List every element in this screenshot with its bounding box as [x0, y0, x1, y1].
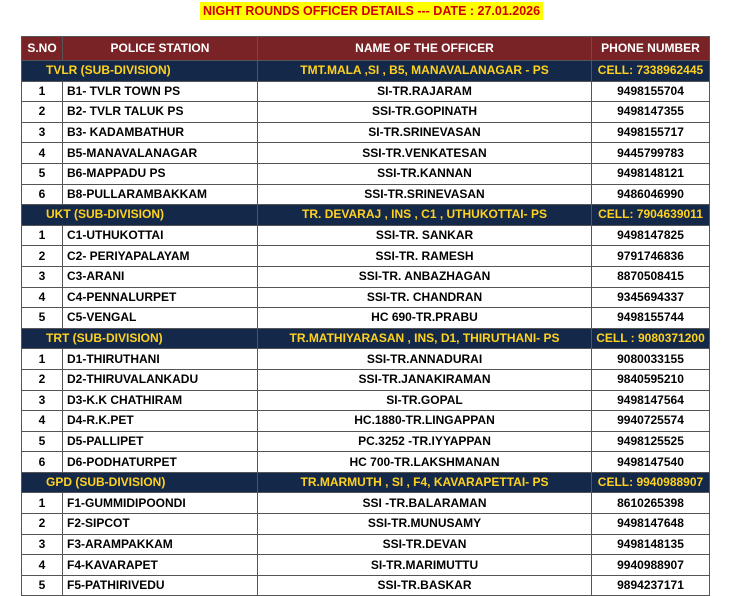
- row-police-station: B1- TVLR TOWN PS: [63, 81, 258, 102]
- subdivision-cell: CELL : 9080371200: [592, 328, 710, 349]
- row-officer-name: PC.3252 -TR.IYYAPPAN: [258, 431, 592, 452]
- row-phone-number: 9498147648: [592, 514, 710, 535]
- row-officer-name: SSI-TR.BASKAR: [258, 575, 592, 596]
- row-sno: 5: [22, 163, 63, 184]
- table-header: [22, 37, 710, 61]
- table-row: [22, 246, 710, 267]
- table-row: [22, 81, 710, 102]
- subdivision-officer: TR. DEVARAJ , INS , C1 , UTHUKOTTAI- PS: [258, 205, 592, 226]
- row-police-station: F5-PATHIRIVEDU: [63, 575, 258, 596]
- row-officer-name: SI-TR.RAJARAM: [258, 81, 592, 102]
- subdivision-officer: TMT.MALA ,SI , B5, MANAVALANAGAR - PS: [258, 61, 592, 82]
- row-sno: 1: [22, 225, 63, 246]
- row-officer-name: SSI-TR.GOPINATH: [258, 102, 592, 123]
- row-officer-name: SSI-TR. ANBAZHAGAN: [258, 266, 592, 287]
- row-sno: 3: [22, 534, 63, 555]
- table-row: [22, 575, 710, 596]
- header-officer-name: NAME OF THE OFFICER: [258, 37, 592, 61]
- row-sno: 4: [22, 287, 63, 308]
- table-row: [22, 163, 710, 184]
- row-police-station: D1-THIRUTHANI: [63, 349, 258, 370]
- row-phone-number: 9940988907: [592, 555, 710, 576]
- table-row: [22, 143, 710, 164]
- table-row: [22, 287, 710, 308]
- row-officer-name: SSI-TR. RAMESH: [258, 246, 592, 267]
- subdivision-name: TVLR (SUB-DIVISION): [22, 61, 258, 82]
- table-row: [22, 493, 710, 514]
- row-sno: 3: [22, 122, 63, 143]
- row-sno: 1: [22, 81, 63, 102]
- row-police-station: B8-PULLARAMBAKKAM: [63, 184, 258, 205]
- row-phone-number: 9894237171: [592, 575, 710, 596]
- table-row: [22, 266, 710, 287]
- row-phone-number: 9498147355: [592, 102, 710, 123]
- subdivision-cell: CELL: 7904639011: [592, 205, 710, 226]
- row-sno: 1: [22, 493, 63, 514]
- row-officer-name: SSI-TR.DEVAN: [258, 534, 592, 555]
- subdivision-name: TRT (SUB-DIVISION): [22, 328, 258, 349]
- row-sno: 5: [22, 575, 63, 596]
- row-sno: 1: [22, 349, 63, 370]
- subdivision-row: [22, 205, 710, 226]
- row-sno: 2: [22, 246, 63, 267]
- table-row: [22, 122, 710, 143]
- row-phone-number: 8870508415: [592, 266, 710, 287]
- row-police-station: B3- KADAMBATHUR: [63, 122, 258, 143]
- row-sno: 2: [22, 102, 63, 123]
- subdivision-row: [22, 61, 710, 82]
- table-body: [22, 61, 710, 596]
- row-sno: 6: [22, 184, 63, 205]
- row-phone-number: 9498147540: [592, 452, 710, 473]
- row-officer-name: SSI-TR. CHANDRAN: [258, 287, 592, 308]
- row-sno: 2: [22, 369, 63, 390]
- row-police-station: B2- TVLR TALUK PS: [63, 102, 258, 123]
- header-row: [22, 37, 710, 61]
- row-phone-number: 9498155704: [592, 81, 710, 102]
- row-police-station: C2- PERIYAPALAYAM: [63, 246, 258, 267]
- row-officer-name: HC.1880-TR.LINGAPPAN: [258, 411, 592, 432]
- row-police-station: D3-K.K CHATHIRAM: [63, 390, 258, 411]
- header-phone-number: PHONE NUMBER: [592, 37, 710, 61]
- subdivision-cell: CELL: 7338962445: [592, 61, 710, 82]
- row-police-station: C5-VENGAL: [63, 308, 258, 329]
- row-sno: 5: [22, 431, 63, 452]
- subdivision-row: [22, 328, 710, 349]
- table-row: [22, 184, 710, 205]
- row-sno: 6: [22, 452, 63, 473]
- table-row: [22, 102, 710, 123]
- row-officer-name: SSI-TR.JANAKIRAMAN: [258, 369, 592, 390]
- subdivision-name: GPD (SUB-DIVISION): [22, 472, 258, 493]
- table-row: [22, 349, 710, 370]
- row-police-station: B5-MANAVALANAGAR: [63, 143, 258, 164]
- row-phone-number: 8610265398: [592, 493, 710, 514]
- table-row: [22, 369, 710, 390]
- document-title: NIGHT ROUNDS OFFICER DETAILS --- DATE : 27.01.2026: [200, 2, 543, 20]
- table-row: [22, 431, 710, 452]
- subdivision-officer: TR.MATHIYARASAN , INS, D1, THIRUTHANI- PS: [258, 328, 592, 349]
- row-police-station: D5-PALLIPET: [63, 431, 258, 452]
- row-phone-number: 9498147825: [592, 225, 710, 246]
- row-officer-name: SI-TR.SRINEVASAN: [258, 122, 592, 143]
- row-officer-name: SSI-TR.KANNAN: [258, 163, 592, 184]
- row-officer-name: SSI-TR. SANKAR: [258, 225, 592, 246]
- row-police-station: C1-UTHUKOTTAI: [63, 225, 258, 246]
- header-sno: S.NO: [22, 37, 63, 61]
- row-police-station: C3-ARANI: [63, 266, 258, 287]
- row-sno: 2: [22, 514, 63, 535]
- row-police-station: F4-KAVARAPET: [63, 555, 258, 576]
- row-police-station: D2-THIRUVALANKADU: [63, 369, 258, 390]
- table-row: [22, 514, 710, 535]
- table-row: [22, 555, 710, 576]
- subdivision-cell: CELL: 9940988907: [592, 472, 710, 493]
- row-officer-name: HC 690-TR.PRABU: [258, 308, 592, 329]
- row-officer-name: SI-TR.MARIMUTTU: [258, 555, 592, 576]
- row-phone-number: 9791746836: [592, 246, 710, 267]
- row-sno: 3: [22, 390, 63, 411]
- row-phone-number: 9486046990: [592, 184, 710, 205]
- row-sno: 3: [22, 266, 63, 287]
- row-officer-name: SSI -TR.BALARAMAN: [258, 493, 592, 514]
- row-police-station: B6-MAPPADU PS: [63, 163, 258, 184]
- row-phone-number: 9498125525: [592, 431, 710, 452]
- row-phone-number: 9940725574: [592, 411, 710, 432]
- table-row: [22, 390, 710, 411]
- row-phone-number: 9498155717: [592, 122, 710, 143]
- table-row: [22, 411, 710, 432]
- table-row: [22, 452, 710, 473]
- row-police-station: F3-ARAMPAKKAM: [63, 534, 258, 555]
- row-phone-number: 9080033155: [592, 349, 710, 370]
- title-bar: [0, 0, 730, 26]
- row-police-station: F2-SIPCOT: [63, 514, 258, 535]
- row-officer-name: SSI-TR.SRINEVASAN: [258, 184, 592, 205]
- row-police-station: D4-R.K.PET: [63, 411, 258, 432]
- row-phone-number: 9445799783: [592, 143, 710, 164]
- subdivision-officer: TR.MARMUTH , SI , F4, KAVARAPETTAI- PS: [258, 472, 592, 493]
- row-sno: 4: [22, 411, 63, 432]
- row-police-station: C4-PENNALURPET: [63, 287, 258, 308]
- row-officer-name: SI-TR.GOPAL: [258, 390, 592, 411]
- subdivision-name: UKT (SUB-DIVISION): [22, 205, 258, 226]
- row-phone-number: 9498148121: [592, 163, 710, 184]
- row-officer-name: HC 700-TR.LAKSHMANAN: [258, 452, 592, 473]
- row-phone-number: 9498147564: [592, 390, 710, 411]
- row-sno: 4: [22, 555, 63, 576]
- row-phone-number: 9498155744: [592, 308, 710, 329]
- row-phone-number: 9840595210: [592, 369, 710, 390]
- row-officer-name: SSI-TR.ANNADURAI: [258, 349, 592, 370]
- table-row: [22, 225, 710, 246]
- row-police-station: F1-GUMMIDIPOONDI: [63, 493, 258, 514]
- officer-table: [21, 36, 710, 596]
- row-phone-number: 9498148135: [592, 534, 710, 555]
- row-sno: 5: [22, 308, 63, 329]
- row-officer-name: SSI-TR.VENKATESAN: [258, 143, 592, 164]
- table-row: [22, 534, 710, 555]
- header-police-station: POLICE STATION: [63, 37, 258, 61]
- subdivision-row: [22, 472, 710, 493]
- row-police-station: D6-PODHATURPET: [63, 452, 258, 473]
- row-sno: 4: [22, 143, 63, 164]
- row-officer-name: SSI-TR.MUNUSAMY: [258, 514, 592, 535]
- table-row: [22, 308, 710, 329]
- row-phone-number: 9345694337: [592, 287, 710, 308]
